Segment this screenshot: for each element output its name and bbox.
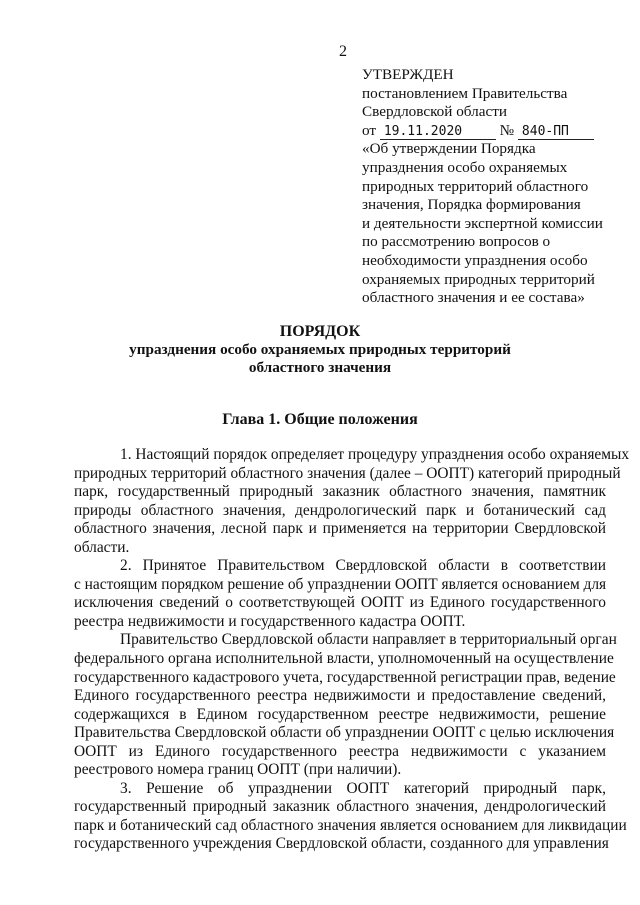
paragraph-line: 3. Решение об упразднении ООПТ категорий природный парк,: [120, 779, 606, 797]
approval-subject: [362, 140, 607, 307]
approval-line-1: постановлением Правительства: [362, 84, 568, 102]
approval-subject-line: охраняемых природных территорий: [362, 270, 595, 288]
page-number: 2: [339, 43, 347, 60]
paragraph-line: федерального органа исполнительной власти, уполномоченный на осуществление: [74, 650, 614, 668]
paragraph-line: реестрового номера границ ООПТ (при наличии).: [74, 761, 402, 779]
approval-subject-line: «Об утверждении Порядка: [362, 140, 536, 158]
document-title: [60, 322, 580, 377]
title-sub-line-2: областного значения: [248, 359, 392, 376]
approval-subject-line: по рассмотрению вопросов о: [362, 233, 551, 251]
paragraph-line: с настоящим порядком решение об упразднении ООПТ является основанием для: [74, 575, 607, 593]
title-main: ПОРЯДОК: [279, 323, 361, 340]
paragraph-line: исключения сведений о соответствующей ООПТ из Единого государственного: [74, 594, 606, 612]
approval-date: 19.11.2020: [380, 124, 496, 140]
approval-heading: УТВЕРЖДЕН: [362, 66, 454, 83]
paragraph-line: области.: [74, 538, 130, 556]
approval-subject-line: значения, Порядка формирования: [362, 196, 581, 214]
document-body: [74, 446, 630, 854]
approval-line-2: Свердловской области: [362, 103, 507, 121]
chapter-heading: Глава 1. Общие положения: [222, 411, 418, 428]
number-prefix: №: [499, 121, 515, 139]
paragraph-line: 1. Настоящий порядок определяет процедуру упразднения особо охраняемых: [120, 446, 630, 463]
paragraph: [74, 446, 630, 557]
approval-date-number-line: [362, 122, 607, 141]
approval-number: 840-ПП: [518, 124, 594, 140]
paragraph-line: Единого государственного реестра недвижимости и предоставление сведений,: [74, 687, 606, 705]
approval-subject-line: упразднения особо охраняемых: [362, 158, 568, 176]
paragraph: [74, 779, 627, 854]
title-sub-line-1: упразднения особо охраняемых природных территорий: [129, 341, 511, 358]
paragraph-line: природных территорий областного значения (далее – ООПТ) категорий природный: [74, 464, 621, 482]
paragraph-line: содержащихся в Едином государственном реестре недвижимости, решение: [74, 705, 606, 723]
approval-subject-line: необходимости упразднения особо: [362, 251, 588, 269]
paragraph-line: ООПТ из Единого государственного реестра недвижимости с указанием: [74, 742, 606, 760]
paragraph-line: Правительства Свердловской области об упразднении ООПТ с целью исключения: [74, 724, 615, 742]
paragraph-line: государственного кадастрового учета, государственной регистрации прав, ведение: [74, 668, 616, 686]
approval-subject-line: областного значения и ее состава»: [362, 289, 585, 307]
date-prefix: от: [362, 121, 377, 139]
approval-subject-line: и деятельности экспертной комиссии: [362, 214, 603, 232]
approval-subject-line: природных территорий областного: [362, 177, 589, 195]
paragraph-line: парк и ботанический сад областного значения является основанием для ликвидации: [74, 816, 627, 834]
paragraph: [74, 631, 617, 779]
paragraph: [74, 557, 606, 631]
paragraph-line: реестра недвижимости и государственного кадастра ООПТ.: [74, 612, 466, 630]
paragraph-line: государственного учреждения Свердловской области, созданного для управления: [74, 835, 609, 853]
paragraph-line: парк, государственный природный заказник областного значения, памятник: [74, 483, 606, 501]
paragraph-line: областного значения, лесной парк и применяется на территории Свердловской: [74, 520, 606, 538]
paragraph-line: 2. Принятое Правительством Свердловской области в соответствии: [120, 557, 606, 575]
paragraph-line: природы областного значения, дендрологический парк и ботанический сад: [74, 501, 606, 519]
paragraph-line: государственный природный заказник областного значения, дендрологический: [74, 798, 606, 816]
paragraph-line: Правительство Свердловской области направляет в территориальный орган: [120, 631, 617, 649]
approval-stamp: [362, 66, 607, 308]
